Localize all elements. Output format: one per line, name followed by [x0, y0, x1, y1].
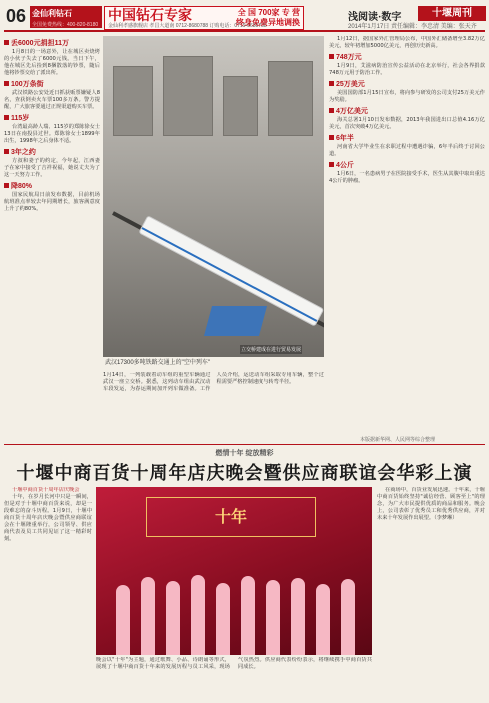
news-heading: 降80%: [4, 181, 100, 191]
jeweler-ad-left: [30, 6, 102, 28]
section-brand: 浅阅读·数字: [348, 12, 402, 23]
bullet-square-icon: [329, 162, 334, 167]
building: [223, 76, 258, 136]
diamond-ad-center: [104, 6, 304, 30]
news-heading: 115岁: [4, 113, 100, 123]
building: [163, 56, 213, 136]
news-heading: 100万条街: [4, 79, 100, 89]
performer: [266, 580, 280, 655]
news-text: 方叔和妻子的约定，今年起，江西妻子在家中接受了吉祥祝福，她说丈夫为了这一天努力工作。: [4, 158, 100, 178]
left-news-column: [4, 36, 100, 431]
news-text: 1月12日，据国家外汇管理局公布，中国外汇储备增至3.82万亿美元，较年初增加5000亿美元，再创历史新高。: [329, 36, 485, 49]
building: [113, 66, 153, 136]
performer: [316, 584, 330, 655]
bullet-square-icon: [4, 115, 9, 120]
story-highlight: 十堰中商百货十周年店庆晚会: [12, 487, 80, 493]
news-text: 美国国防部1月15日宣布，将向参与研发的公司支付25万美元作为奖励。: [329, 90, 485, 103]
performer: [166, 581, 180, 655]
news-heading: 748万元: [329, 52, 485, 62]
station-roof: [204, 306, 267, 336]
performer: [191, 575, 205, 655]
news-text: 海关总署1月10日发布数据，2013年我国进出口总值4.16万亿美元，首次突破4万亿美元。: [329, 117, 485, 130]
performer: [116, 585, 130, 655]
issue-date: 2014年1月17日 责任编辑：李忠清 美编：张天齐: [348, 24, 477, 30]
publication-name: 十堰周刊: [418, 6, 486, 21]
story-text-left: [4, 487, 92, 699]
photo-overlay-note: 立交桥建成在进行贸易发展: [241, 347, 302, 353]
bullet-square-icon: [4, 81, 9, 86]
story-text-right: [377, 487, 485, 699]
photo-caption: 武汉17300多吨铁路交通上的"空中列车": [103, 357, 324, 369]
building: [268, 61, 313, 136]
news-heading: 6年半: [329, 133, 485, 143]
photo-story-text: 1月14日，一列装载着动车组的重型车辆通过武汉一座立交桥。据悉，这列动车组由武汉动车段发运，为春运期间加开列车做准备。工作人员介绍，运送动车组采取专用车辆，整个过程需要严格控制速度与转弯半径。: [103, 372, 324, 392]
performer: [141, 577, 155, 655]
performer: [216, 583, 230, 655]
bullet-square-icon: [329, 81, 334, 86]
news-text: 1月6日，一名患病男子在医院接受手术，医生从其腹中取出重达4公斤的肿瘤。: [329, 171, 485, 184]
ad-slogan-line-2: 终身免费异地调换: [236, 18, 300, 27]
stage-banner: 十年: [146, 497, 316, 537]
news-heading: 3年之约: [4, 147, 100, 157]
story-paragraph: 十年，在岁月长河中只是一瞬间，但是对于十堰中商百货来说，却是一段难忘的奋斗历程。1月9日，十堰中商百货十周年店庆晚会暨供应商联谊会在十堰隆重举行，公司领导、供应商代表及员工共同见证了这一精彩时刻。: [4, 494, 92, 542]
news-text: 河南省大学毕业生在求职过程中遭遇诈骗，6年半后终于讨回公道。: [329, 144, 485, 157]
bullet-square-icon: [329, 135, 334, 140]
news-heading: 丢6000元捐担11万: [4, 38, 100, 48]
news-heading: 4公斤: [329, 160, 485, 170]
performer: [241, 576, 255, 655]
ad-slogan-line-1: 全 国 700家 专 营: [237, 8, 300, 17]
bullet-square-icon: [329, 54, 334, 59]
news-text: 1月9日，艾滋病防治宣传公益活动在北京举行，社会各界捐款748万元用于防治工作。: [329, 63, 485, 76]
train-photo: [103, 36, 324, 357]
news-heading: 4万亿美元: [329, 106, 485, 116]
bullet-square-icon: [4, 149, 9, 154]
page-number: 06: [6, 6, 27, 26]
gala-caption-text: 晚会以"十年"为主题，通过歌舞、小品、诗朗诵等形式，展现了十堰中商百货十年来的发展历程与员工风采，现场气氛热烈。供应商代表纷纷表示，将继续携手中商百货共同成长。: [96, 657, 372, 670]
story-kicker: 燃情十年 绽放精彩: [215, 450, 274, 457]
bullet-square-icon: [329, 108, 334, 113]
performer: [341, 579, 355, 655]
ad-center-contact: 金仙利孝感旗舰店 孝昌大道南 0712-8680788 订购电话：0719-8680788: [108, 23, 267, 29]
right-news-column: [329, 36, 485, 431]
ad-center-title: 中国钻石专家: [108, 7, 192, 23]
story-headline: 十堰中商百货十周年店庆晚会暨供应商联谊会华彩上演: [16, 463, 473, 483]
news-heading: 25万美元: [329, 79, 485, 89]
ad-left-title: 金仙利钻石: [32, 9, 72, 18]
news-text: 国家民航局日前发布数据，目前机场航班准点率较去年同期增长，旅客满意度上升了约80%。: [4, 192, 100, 212]
story-paragraph: 在商场中，百货业发展迅速。十年来，十堰中商百货始终坚持"诚信经营、顾客至上"的理念，为广大市民提供优质的商品和服务。晚会上，公司表彰了优秀员工和优秀供应商，并对未来十年发展作出展望。（李梦琳）: [377, 487, 485, 521]
page-header: [4, 4, 485, 32]
bullet-square-icon: [4, 40, 9, 45]
news-text: 台湾最高龄人瑞、115岁的郑陈徐女士13日在南投县过世。郑陈徐女士1899年出生，1998年之后身体不适。: [4, 124, 100, 144]
performer: [291, 578, 305, 655]
ad-center-slogan: [236, 8, 300, 28]
sources-credit: 本版据新华网、人民网等综合整理: [360, 437, 436, 443]
ad-left-subtitle: 全国免费热线：400-820-8180: [32, 22, 99, 28]
gala-photo: [96, 487, 372, 655]
news-text: 1月8日的一场意外，让在城区卖烧烤的小伙子失去了6000元钱。当日下午，他在城区先后捡到8捆散落的钞票，随后他将钞票交给了派出所。: [4, 49, 100, 76]
news-text: 武汉铁路公安处近日抓获贩票嫌疑人8名，查获倒卖火车票100多万条。警方提醒，广大旅客要通过正规渠道购买车票。: [4, 90, 100, 110]
section-divider: [4, 444, 485, 445]
bullet-square-icon: [4, 183, 9, 188]
